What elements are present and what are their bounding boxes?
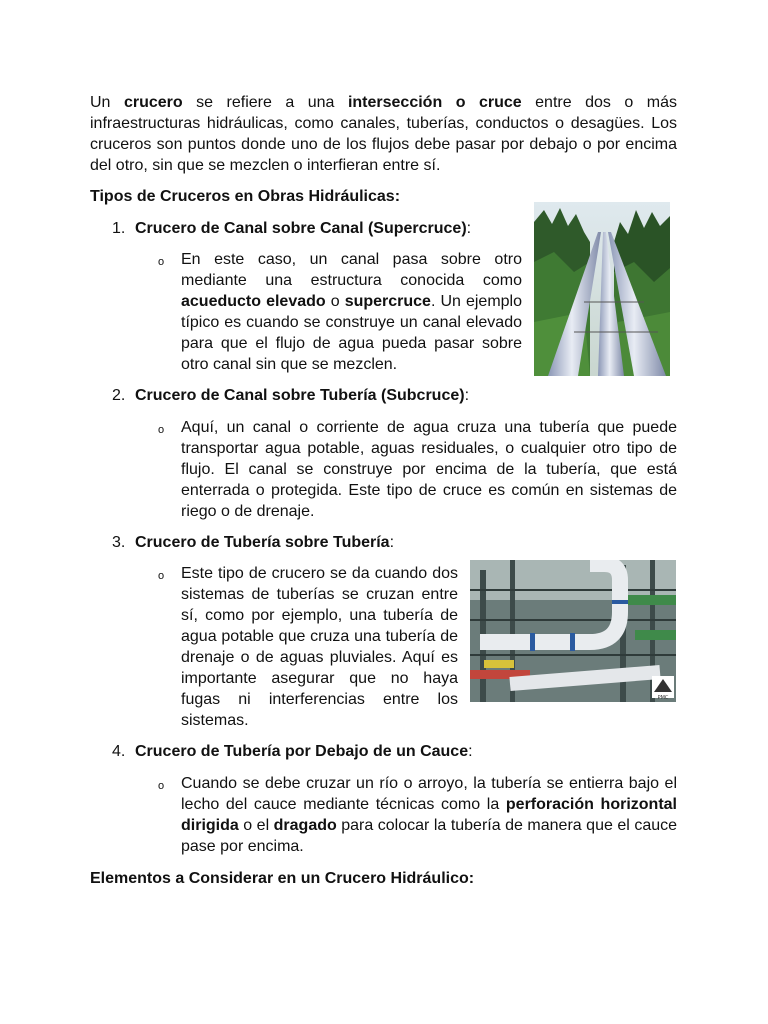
item-3-description: Este tipo de crucero se da cuando dos sistemas de tuberías se cruzan entre sí, como por ejemplo, una tubería de agua potable que cruza una tubería de drenaje o de aguas pluviales. Aquí es importante asegurar que no haya fugas ni interferencias entre los sistemas. <box>181 565 458 729</box>
section-heading-tipos: Tipos de Cruceros en Obras Hidráulicas: <box>90 188 401 205</box>
item-2-title <box>112 385 469 406</box>
intro-paragraph <box>90 92 677 176</box>
item-4-title <box>112 741 473 762</box>
bullet-marker: o <box>158 570 165 582</box>
item-2-title-text: Crucero de Canal sobre Tubería (Subcruce) <box>135 387 465 404</box>
item-3-number: 3. <box>112 534 126 551</box>
intro-text-2: se refiere a una <box>182 94 348 111</box>
item-1-text-3: . Un ejemplo típico es cuando se construye un canal elevado para que el flujo de agua pueda pasar sobre otro canal sin que se mezclen. <box>181 293 522 373</box>
item-1-title-text: Crucero de Canal sobre Canal (Supercruce) <box>135 220 467 237</box>
item-4-bold-dragado: dragado <box>273 817 337 834</box>
item-4-text-1: Cuando se debe cruzar un río o arroyo, la tubería se entierra bajo el lecho del cauce mediante técnicas como la <box>181 775 677 813</box>
item-1-text-1: En este caso, un canal pasa sobre otro mediante una estructura conocida como <box>181 251 522 289</box>
item-4-text-3: para colocar la tubería de manera que el cauce pase por encima. <box>181 817 678 855</box>
item-4-number: 4. <box>112 743 126 760</box>
photo-industrial-pipes <box>470 560 676 702</box>
item-4-title-text: Crucero de Tubería por Debajo de un Cauce <box>135 743 469 760</box>
item-3-title <box>112 532 394 553</box>
item-1-title <box>112 218 471 239</box>
item-4-description <box>181 773 677 857</box>
bullet-marker: o <box>158 424 165 436</box>
bullet-marker: o <box>158 256 165 268</box>
pmc-logo-text: PMC <box>657 695 669 701</box>
item-3-title-text: Crucero de Tubería sobre Tubería <box>135 534 390 551</box>
intro-text-1: Un <box>90 94 124 111</box>
item-1-number: 1. <box>112 220 126 237</box>
intro-text-3: entre dos o más infraestructuras hidráulicas, como canales, tuberías, conductos o desagües. Los cruceros son puntos donde uno de los flujos debe pasar por debajo o por encima del otro, sin que se mezclen o interfieran entre sí. <box>90 94 677 174</box>
item-4-text-2: o el <box>238 817 274 834</box>
item-3-colon: : <box>389 534 395 551</box>
item-2-number: 2. <box>112 387 126 404</box>
intro-bold-interseccion: intersección o cruce <box>347 94 522 111</box>
photo-elevated-pipelines <box>534 202 670 376</box>
item-2-description: Aquí, un canal o corriente de agua cruza una tubería que puede transportar agua potable, aguas residuales, o cualquier otro tipo de flujo. El canal se construye por encima de la tubería, que está enterrada o protegida. Este tipo de cruce es común en sistemas de riego o de drenaje. <box>181 419 677 520</box>
bullet-marker: o <box>158 780 165 792</box>
item-1-colon: : <box>466 220 472 237</box>
section-heading-elementos: Elementos a Considerar en un Crucero Hidráulico: <box>90 870 475 887</box>
item-1-bold-acueducto: acueducto elevado <box>181 293 326 310</box>
item-4-bold-perforacion: perforación horizontal dirigida <box>181 796 677 834</box>
item-2-colon: : <box>464 387 470 404</box>
intro-bold-crucero: crucero <box>123 94 183 111</box>
item-1-description <box>181 249 522 375</box>
item-4-colon: : <box>468 743 473 760</box>
item-1-bold-supercruce: supercruce <box>344 293 431 310</box>
item-1-text-2: o <box>325 293 345 310</box>
